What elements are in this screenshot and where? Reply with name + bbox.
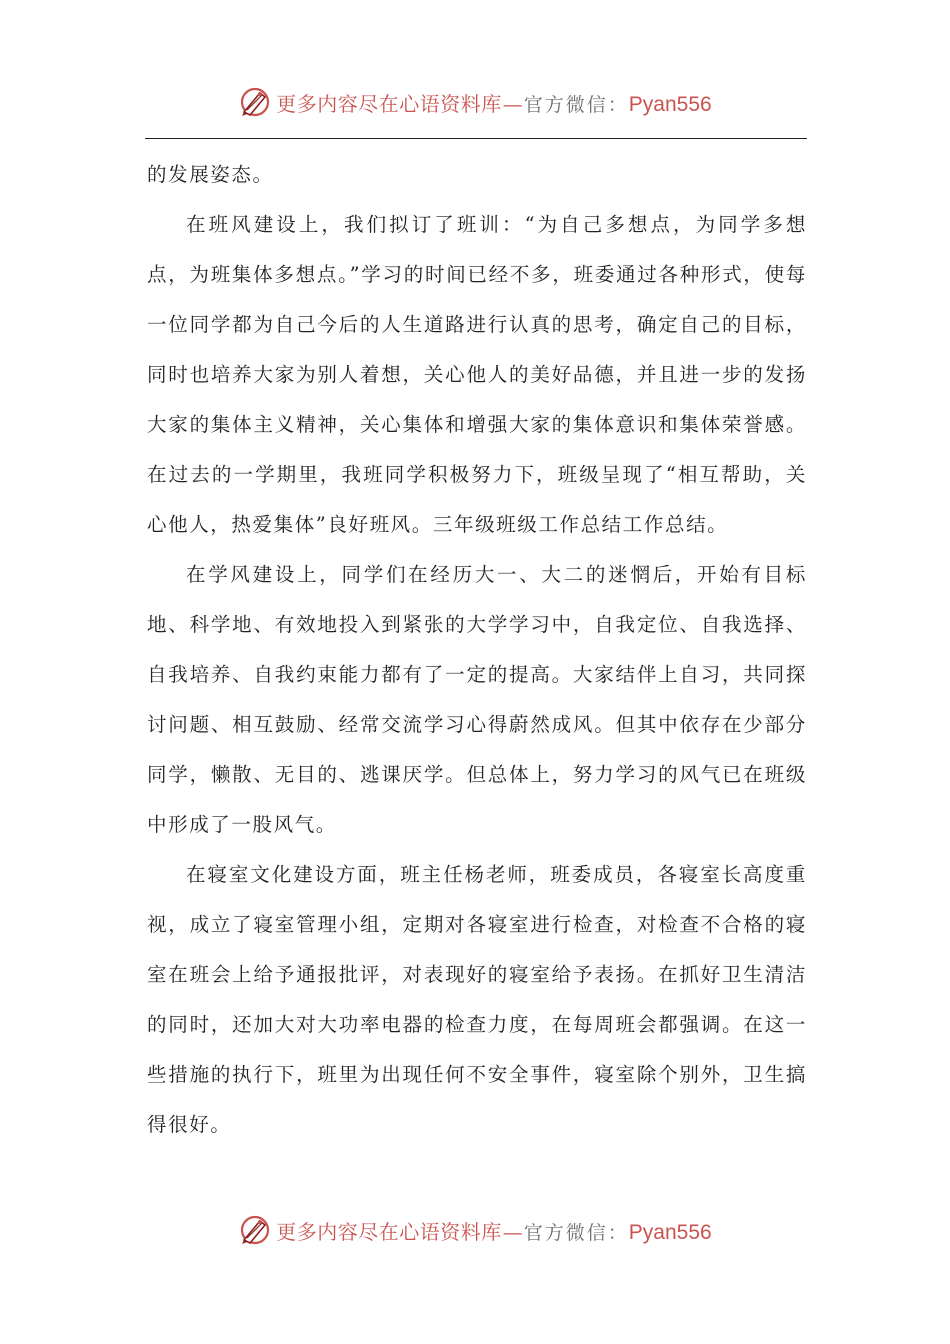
pen-nib-icon: [238, 85, 272, 119]
header-banner: [0, 82, 950, 122]
banner-main-text: 更多内容尽在心语资料库: [276, 91, 502, 116]
document-body: [147, 150, 807, 1150]
banner-wechat-label: 官方微信：: [523, 93, 629, 116]
banner-main-text: 更多内容尽在心语资料库: [276, 1219, 502, 1244]
banner-wechat-label: 官方微信：: [523, 1221, 629, 1244]
footer-banner-text: [276, 1216, 711, 1245]
banner-separator: —: [502, 1219, 523, 1244]
banner-wechat-id: Pyan556: [628, 1220, 712, 1244]
paragraph-study-style: 在学风建设上，同学们在经历大一、大二的迷惘后，开始有目标地、科学地、有效地投入到紧张的大学学习中，自我定位、自我选择、自我培养、自我约束能力都有了一定的提高。大家结伴上自习，共同探讨问题、相互鼓励、经常交流学习心得蔚然成风。但其中依存在少部分同学，懒散、无目的、逃课厌学。但总体上，努力学习的风气已在班级中形成了一股风气。: [147, 563, 807, 836]
paragraph-class-style: 在班风建设上，我们拟订了班训：“为自己多想点，为同学多想点，为班集体多想点。”学习的时间已经不多，班委通过各种形式，使每一位同学都为自己今后的人生道路进行认真的思考，确定自己的目标，同时也培养大家为别人着想，关心他人的美好品德，并且进一步的发扬大家的集体主义精神，关心集体和增强大家的集体意识和集体荣誉感。在过去的一学期里，我班同学积极努力下，班级呈现了“相互帮助，关心他人，热爱集体”良好班风。三年级班级工作总结工作总结。: [147, 213, 807, 536]
footer-banner: [0, 1210, 950, 1250]
paragraph-dorm-culture: 在寝室文化建设方面，班主任杨老师，班委成员，各寝室长高度重视，成立了寝室管理小组，定期对各寝室进行检查，对检查不合格的寝室在班会上给予通报批评，对表现好的寝室给予表扬。在抓好卫生清洁的同时，还加大对大功率电器的检查力度，在每周班会都强调。在这一些措施的执行下，班里为出现任何不安全事件，寝室除个别外，卫生搞得很好。: [147, 863, 807, 1136]
banner-separator: —: [502, 91, 523, 116]
header-rule: [145, 138, 807, 139]
header-banner-text: [276, 88, 711, 117]
pen-nib-icon: [238, 1213, 272, 1247]
paragraph-continuation: 的发展姿态。: [147, 163, 274, 186]
banner-wechat-id: Pyan556: [628, 92, 712, 116]
